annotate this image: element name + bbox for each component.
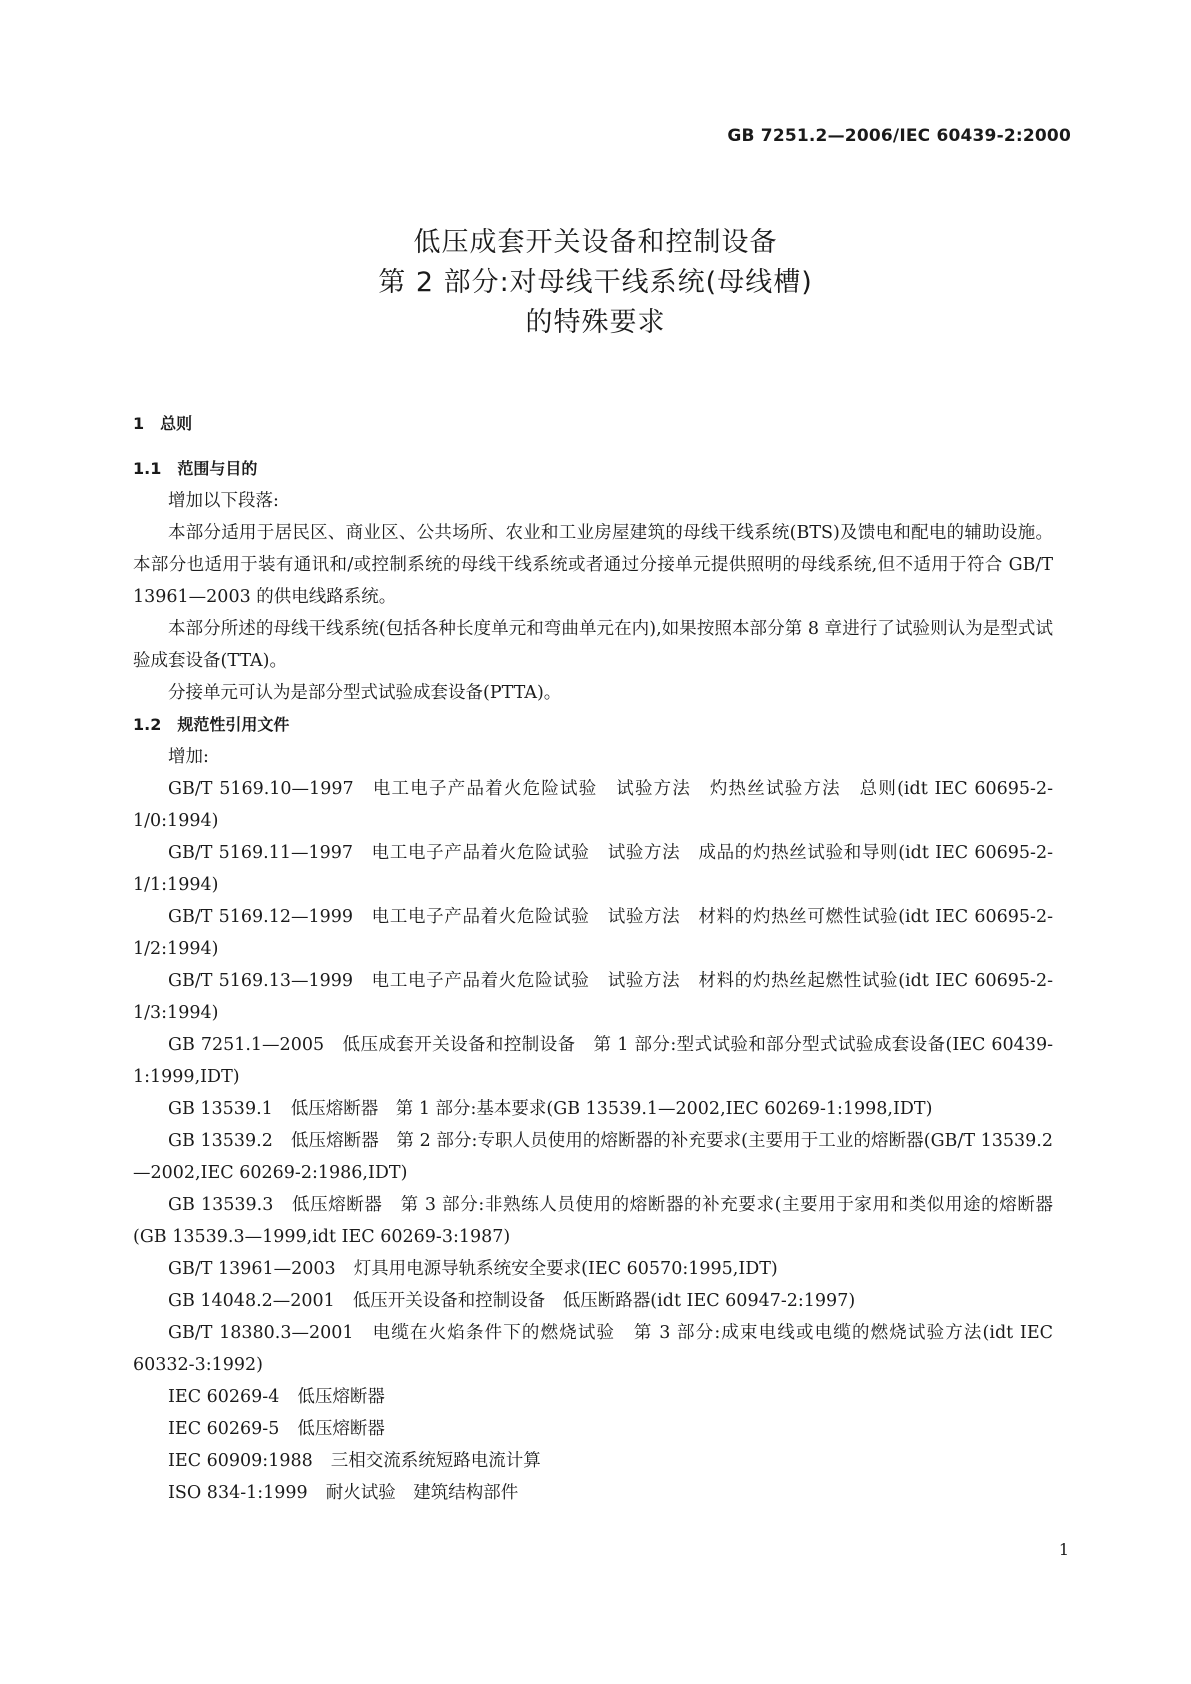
reference-item xyxy=(133,773,1053,837)
paragraph: 本部分适用于居民区、商业区、公共场所、农业和工业房屋建筑的母线干线系统(BTS)及馈电和配电的辅助设施。本部分也适用于装有通讯和/或控制系统的母线干线系统或者通过分接单元提供照明的母线系统,但不适用于符合 GB/T 13961—2003 的供电线路系统。 xyxy=(133,523,1053,607)
reference-item xyxy=(133,1381,1053,1413)
reference-code: IEC 60269-5 xyxy=(168,1419,280,1439)
reference-code: GB 14048.2—2001 xyxy=(168,1291,335,1311)
paragraph: 分接单元可认为是部分型式试验成套设备(PTTA)。 xyxy=(168,683,562,703)
reference-item xyxy=(133,1253,1053,1285)
reference-title: 低压熔断器 第 2 部分:专职人员使用的熔断器的补充要求(主要用于工业的熔断器(GB/T 13539.2—2002,IEC 60269-2:1986,IDT) xyxy=(133,1131,1053,1183)
reference-title: 电工电子产品着火危险试验 试验方法 灼热丝试验方法 总则(idt IEC 60695-2-1/0:1994) xyxy=(133,779,1054,831)
reference-item xyxy=(133,1029,1053,1093)
reference-item xyxy=(133,1477,1053,1509)
reference-title: 低压熔断器 第 1 部分:基本要求(GB 13539.1—2002,IEC 60269-1:1998,IDT) xyxy=(290,1099,933,1119)
section-number: 1.2 xyxy=(133,715,162,734)
title-line-1: 低压成套开关设备和控制设备 xyxy=(413,227,778,258)
reference-item xyxy=(133,965,1053,1029)
reference-title: 电工电子产品着火危险试验 试验方法 材料的灼热丝起燃性试验(idt IEC 60695-2-1/3:1994) xyxy=(133,971,1053,1023)
reference-code: GB/T 5169.13—1999 xyxy=(168,971,354,991)
reference-item xyxy=(133,1317,1053,1381)
section-number: 1 xyxy=(133,414,145,433)
reference-title: 低压开关设备和控制设备 低压断路器(idt IEC 60947-2:1997) xyxy=(352,1291,856,1311)
title-line-3: 的特殊要求 xyxy=(525,307,666,338)
reference-title: 耐火试验 建筑结构部件 xyxy=(325,1483,519,1503)
reference-code: GB 7251.1—2005 xyxy=(168,1035,325,1055)
reference-code: GB/T 13961—2003 xyxy=(168,1259,336,1279)
reference-item xyxy=(133,901,1053,965)
paragraph: 增加以下段落: xyxy=(168,491,279,511)
reference-title: 低压成套开关设备和控制设备 第 1 部分:型式试验和部分型式试验成套设备(IEC 60439-1:1999,IDT) xyxy=(133,1035,1053,1087)
document-title xyxy=(0,223,1191,343)
reference-code: GB/T 18380.3—2001 xyxy=(168,1323,354,1343)
reference-code: IEC 60909:1988 xyxy=(168,1451,313,1471)
reference-title: 低压熔断器 xyxy=(297,1387,385,1407)
reference-code: ISO 834-1:1999 xyxy=(168,1483,308,1503)
paragraph: 增加: xyxy=(168,747,209,767)
reference-item xyxy=(133,1189,1053,1253)
section-1-2-heading xyxy=(133,709,1053,741)
reference-code: GB/T 5169.12—1999 xyxy=(168,907,354,927)
reference-title: 电缆在火焰条件下的燃烧试验 第 3 部分:成束电线或电缆的燃烧试验方法(idt IEC 60332-3:1992) xyxy=(133,1323,1054,1375)
reference-title: 灯具用电源导轨系统安全要求(IEC 60570:1995,IDT) xyxy=(353,1259,778,1279)
reference-code: GB 13539.2 xyxy=(168,1131,273,1151)
page-number: 1 xyxy=(1058,1540,1069,1559)
reference-code: GB 13539.1 xyxy=(168,1099,273,1119)
reference-title: 三相交流系统短路电流计算 xyxy=(330,1451,541,1471)
reference-item xyxy=(133,1413,1053,1445)
reference-code: GB/T 5169.11—1997 xyxy=(168,843,354,863)
reference-title: 电工电子产品着火危险试验 试验方法 成品的灼热丝试验和导则(idt IEC 60695-2-1/1:1994) xyxy=(133,843,1053,895)
reference-item xyxy=(133,837,1053,901)
title-line-2: 第 2 部分:对母线干线系统(母线槽) xyxy=(378,267,813,298)
section-1-1-heading xyxy=(133,453,1053,485)
section-title: 范围与目的 xyxy=(177,459,258,478)
reference-list xyxy=(133,773,1053,1509)
reference-code: IEC 60269-4 xyxy=(168,1387,280,1407)
reference-code: GB/T 5169.10—1997 xyxy=(168,779,354,799)
reference-title: 电工电子产品着火危险试验 试验方法 材料的灼热丝可燃性试验(idt IEC 60695-2-1/2:1994) xyxy=(133,907,1053,959)
section-number: 1.1 xyxy=(133,459,162,478)
section-1-heading xyxy=(133,408,1053,440)
document-body xyxy=(133,408,1053,1509)
reference-item xyxy=(133,1093,1053,1125)
reference-item xyxy=(133,1285,1053,1317)
standard-code: GB 7251.2—2006/IEC 60439-2:2000 xyxy=(727,126,1071,146)
section-title: 规范性引用文件 xyxy=(177,715,290,734)
reference-code: GB 13539.3 xyxy=(168,1195,274,1215)
reference-item xyxy=(133,1125,1053,1189)
reference-item xyxy=(133,1445,1053,1477)
reference-title: 低压熔断器 第 3 部分:非熟练人员使用的熔断器的补充要求(主要用于家用和类似用途的熔断器(GB 13539.3—1999,idt IEC 60269-3:1987) xyxy=(133,1195,1053,1247)
paragraph: 本部分所述的母线干线系统(包括各种长度单元和弯曲单元在内),如果按照本部分第 8 章进行了试验则认为是型式试验成套设备(TTA)。 xyxy=(133,619,1053,671)
reference-title: 低压熔断器 xyxy=(297,1419,385,1439)
section-title: 总则 xyxy=(160,414,193,433)
